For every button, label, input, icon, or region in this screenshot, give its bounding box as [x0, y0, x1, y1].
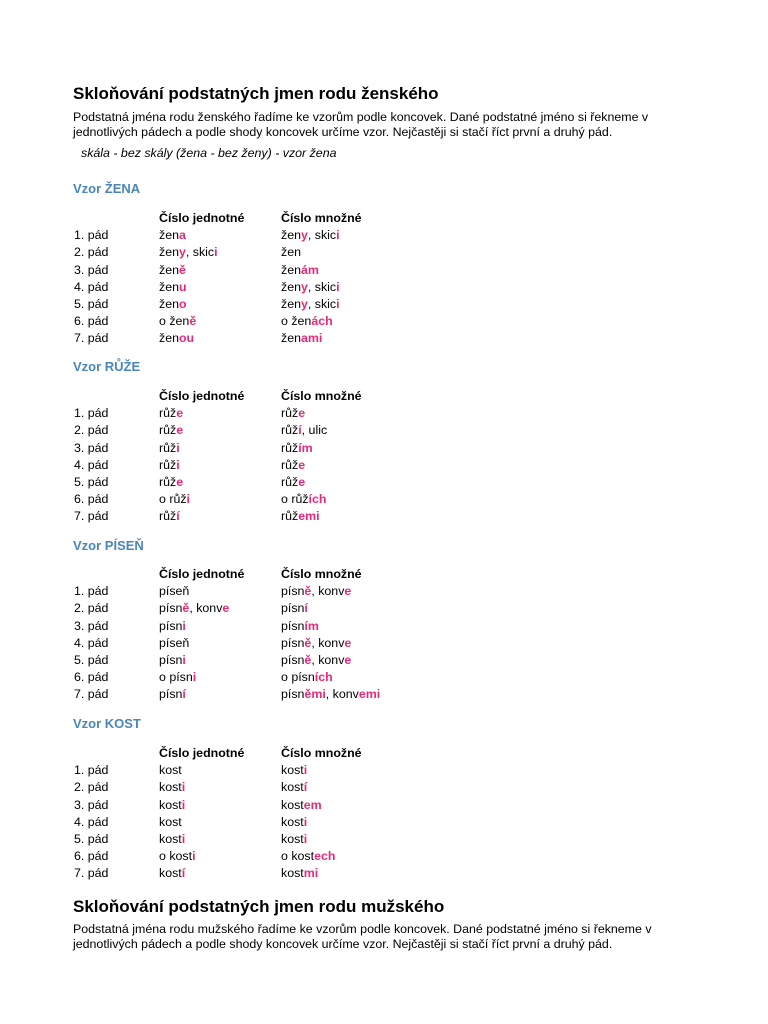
table-row [74, 296, 474, 313]
stem: žen [159, 331, 179, 346]
declension-table-pisen [74, 566, 474, 704]
stem: písn [281, 601, 305, 616]
singular-form [159, 508, 180, 525]
singular-form [159, 405, 183, 422]
stem: o žen [281, 314, 312, 329]
header-singular: Číslo jednotné [159, 746, 245, 760]
ending: ami [300, 331, 323, 346]
table-row [74, 474, 474, 491]
plural-form [281, 422, 327, 439]
singular-form [159, 669, 196, 686]
plural-form [281, 244, 301, 261]
case-label: 2. pád [74, 245, 109, 260]
singular-form [159, 330, 194, 347]
plural-form [281, 686, 380, 703]
table-header [74, 210, 474, 227]
case-label: 3. pád [74, 440, 109, 455]
plural-form [281, 262, 319, 279]
case-label: 6. pád [74, 492, 109, 507]
ending: i [186, 492, 190, 507]
stem: kost [159, 780, 182, 795]
ending: e [298, 457, 306, 472]
stem: růž [281, 509, 299, 524]
pattern-heading-kost: Vzor KOST [73, 716, 141, 731]
stem: kost [281, 780, 304, 795]
stem: žen [281, 262, 301, 277]
table-row [74, 762, 474, 779]
plural-form [281, 279, 340, 296]
table-row [74, 244, 474, 261]
plural-form [281, 865, 318, 882]
stem: růž [159, 474, 177, 489]
section-title-masculine: Skloňování podstatných jmen rodu mužského [73, 897, 445, 916]
stem: kost [159, 831, 182, 846]
table-row [74, 227, 474, 244]
intro-paragraph-feminine: Podstatná jména rodu ženského řadíme ke vzorům podle koncovek. Dané podstatné jméno si řekneme v jednotlivých pádech a podle shody koncovek určíme vzor. Nejčastěji si stačí říct první a druhý pád. [73, 110, 649, 139]
singular-form [159, 440, 180, 457]
ending: y [300, 296, 308, 311]
singular-form [159, 279, 187, 296]
ending: mi [303, 866, 319, 881]
stem: písn [281, 635, 305, 650]
ending: í [181, 866, 186, 881]
plural-form [281, 296, 340, 313]
stem: žen [159, 296, 179, 311]
stem: písn [159, 652, 183, 667]
stem: , skic [307, 296, 337, 311]
ending: i [192, 670, 197, 685]
case-label: 4. pád [74, 279, 109, 294]
stem: , skic [307, 228, 337, 243]
table-row [74, 865, 474, 882]
table-row [74, 779, 474, 796]
ending: i [182, 618, 186, 633]
stem: kost [281, 814, 304, 829]
ending: í [298, 423, 302, 438]
case-label: 6. pád [74, 314, 109, 329]
table-row [74, 831, 474, 848]
ending: i [303, 814, 308, 829]
ending: ě [304, 652, 312, 667]
plural-form [281, 635, 351, 652]
plural-form [281, 779, 307, 796]
plural-form [281, 474, 305, 491]
ending: ách [311, 314, 333, 329]
plural-form [281, 405, 305, 422]
singular-form [159, 227, 186, 244]
table-header [74, 566, 474, 583]
table-row [74, 797, 474, 814]
stem: žen [159, 245, 179, 260]
pattern-heading-pisen: Vzor PÍSEŇ [73, 538, 144, 553]
plural-form [281, 762, 307, 779]
case-label: 1. pád [74, 406, 109, 421]
stem: růž [159, 457, 177, 472]
stem: o kost [281, 849, 315, 864]
stem: růž [281, 440, 299, 455]
header-plural: Číslo množné [281, 746, 362, 760]
ending: ě [182, 601, 190, 616]
ending: y [300, 279, 308, 294]
ending: i [336, 228, 340, 243]
stem: žen [281, 228, 301, 243]
ending: i [303, 831, 308, 846]
stem: žen [281, 279, 301, 294]
ending: í [176, 509, 180, 524]
stem: kost [281, 831, 304, 846]
singular-form [159, 296, 187, 313]
stem: písn [159, 687, 183, 702]
singular-form [159, 422, 183, 439]
singular-form [159, 831, 185, 848]
case-label: 4. pád [74, 457, 109, 472]
case-label: 1. pád [74, 763, 109, 778]
table-row [74, 814, 474, 831]
table-row [74, 440, 474, 457]
singular-form [159, 313, 196, 330]
ending: i [214, 245, 218, 260]
plural-form [281, 814, 307, 831]
plural-form [281, 313, 333, 330]
table-header [74, 388, 474, 405]
plural-form [281, 440, 313, 457]
stem: o kost [159, 849, 193, 864]
declension-table-ruze [74, 388, 474, 526]
ending: i [303, 763, 308, 778]
ending: e [344, 584, 352, 599]
singular-form [159, 457, 180, 474]
stem: kost [281, 797, 304, 812]
stem: žen [281, 296, 301, 311]
case-label: 6. pád [74, 849, 109, 864]
singular-form [159, 848, 196, 865]
ending: i [182, 652, 186, 667]
ending: u [178, 279, 187, 294]
stem: o písn [281, 670, 315, 685]
singular-form [159, 600, 229, 617]
table-row [74, 669, 474, 686]
stem: píseň [159, 584, 190, 599]
ending: ech [314, 849, 336, 864]
ending: i [181, 780, 186, 795]
ending: em [303, 797, 322, 812]
case-label: 5. pád [74, 474, 109, 489]
case-label: 1. pád [74, 228, 109, 243]
singular-form [159, 652, 186, 669]
header-singular: Číslo jednotné [159, 567, 245, 581]
plural-form [281, 618, 319, 635]
case-label: 4. pád [74, 814, 109, 829]
stem: kost [159, 797, 182, 812]
plural-form [281, 457, 305, 474]
singular-form [159, 491, 190, 508]
case-label: 2. pád [74, 423, 109, 438]
table-row [74, 686, 474, 703]
ending: i [181, 797, 186, 812]
singular-form [159, 797, 185, 814]
singular-form [159, 244, 218, 261]
singular-form [159, 635, 189, 652]
plural-form [281, 491, 326, 508]
case-label: 1. pád [74, 584, 109, 599]
plural-form [281, 600, 308, 617]
stem: , ulic [301, 423, 328, 438]
stem: písn [159, 618, 183, 633]
stem: růž [281, 423, 299, 438]
plural-form [281, 330, 322, 347]
ending: e [344, 635, 352, 650]
stem: kost [281, 763, 304, 778]
stem: žen [281, 245, 301, 260]
plural-form [281, 797, 322, 814]
case-label: 5. pád [74, 296, 109, 311]
plural-form [281, 669, 333, 686]
plural-form [281, 508, 320, 525]
case-label: 5. pád [74, 652, 109, 667]
ending: e [222, 601, 230, 616]
header-singular: Číslo jednotné [159, 389, 245, 403]
case-label: 4. pád [74, 635, 109, 650]
table-row [74, 600, 474, 617]
stem: kost [159, 866, 182, 881]
header-plural: Číslo množné [281, 567, 362, 581]
table-row [74, 422, 474, 439]
ending: o [178, 296, 187, 311]
singular-form [159, 762, 182, 779]
ending: ích [314, 670, 333, 685]
example-sentence: skála - bez skály (žena - bez ženy) - vzor žena [81, 146, 337, 160]
table-row [74, 313, 474, 330]
stem: písn [281, 618, 305, 633]
table-row [74, 405, 474, 422]
ending: e [176, 423, 184, 438]
stem: písn [159, 601, 183, 616]
ending: ě [189, 314, 197, 329]
singular-form [159, 618, 186, 635]
table-row [74, 508, 474, 525]
table-row [74, 583, 474, 600]
stem: růž [159, 509, 177, 524]
section-title-feminine: Skloňování podstatných jmen rodu ženského [73, 84, 439, 103]
ending: e [176, 474, 184, 489]
singular-form [159, 686, 186, 703]
ending: i [176, 457, 180, 472]
table-row [74, 262, 474, 279]
stem: , konv [311, 635, 345, 650]
header-plural: Číslo množné [281, 389, 362, 403]
ending: ě [304, 635, 312, 650]
ending: ám [300, 262, 319, 277]
ending: i [176, 440, 180, 455]
ending: ím [304, 618, 319, 633]
stem: růž [281, 457, 299, 472]
singular-form [159, 474, 183, 491]
stem: žen [159, 228, 179, 243]
pattern-heading-ruze: Vzor RŮŽE [73, 359, 141, 374]
stem: kost [159, 763, 182, 778]
table-row [74, 491, 474, 508]
case-label: 3. pád [74, 797, 109, 812]
stem: růž [281, 474, 299, 489]
ending: i [336, 296, 340, 311]
ending: i [336, 279, 340, 294]
singular-form [159, 814, 182, 831]
table-row [74, 457, 474, 474]
singular-form [159, 779, 185, 796]
stem: , konv [325, 687, 359, 702]
case-label: 6. pád [74, 670, 109, 685]
stem: kost [159, 814, 182, 829]
ending: y [178, 245, 186, 260]
stem: růž [281, 406, 299, 421]
table-row [74, 652, 474, 669]
ending: e [298, 474, 306, 489]
ending: í [303, 780, 308, 795]
case-label: 7. pád [74, 331, 109, 346]
stem: písn [281, 652, 305, 667]
ending: e [344, 652, 352, 667]
stem: písn [281, 687, 305, 702]
plural-form [281, 652, 351, 669]
stem: růž [159, 423, 177, 438]
plural-form [281, 227, 340, 244]
plural-form [281, 583, 351, 600]
ending: y [300, 228, 308, 243]
stem: , konv [311, 652, 345, 667]
plural-form [281, 848, 335, 865]
intro-paragraph-masculine: Podstatná jména rodu mužského řadíme ke vzorům podle koncovek. Dané podstatné jméno si řekneme v jednotlivých pádech a podle shody koncovek určíme vzor. Nejčastěji si stačí říct první a druhý pád. [73, 922, 652, 951]
table-header [74, 745, 474, 762]
ending: í [304, 601, 308, 616]
stem: růž [159, 406, 177, 421]
table-row [74, 330, 474, 347]
ending: ou [178, 331, 195, 346]
stem: , skic [185, 245, 215, 260]
case-label: 3. pád [74, 262, 109, 277]
declension-table-zena [74, 210, 474, 348]
table-row [74, 848, 474, 865]
stem: , konv [189, 601, 223, 616]
stem: žen [159, 279, 179, 294]
ending: ím [298, 440, 313, 455]
ending: ě [304, 584, 312, 599]
ending: e [176, 406, 184, 421]
stem: píseň [159, 635, 190, 650]
stem: o růž [159, 492, 187, 507]
table-row [74, 635, 474, 652]
stem: , konv [311, 584, 345, 599]
singular-form [159, 583, 189, 600]
stem: o růž [281, 492, 309, 507]
ending: emi [358, 687, 381, 702]
stem: písn [281, 584, 305, 599]
case-label: 5. pád [74, 831, 109, 846]
case-label: 7. pád [74, 509, 109, 524]
stem: kost [281, 866, 304, 881]
ending: ích [308, 492, 327, 507]
ending: a [178, 228, 186, 243]
case-label: 7. pád [74, 687, 109, 702]
stem: růž [159, 440, 177, 455]
singular-form [159, 262, 186, 279]
stem: o žen [159, 314, 190, 329]
ending: i [192, 849, 196, 864]
stem: o písn [159, 670, 193, 685]
case-label: 2. pád [74, 780, 109, 795]
stem: , skic [307, 279, 337, 294]
case-label: 3. pád [74, 618, 109, 633]
ending: í [182, 687, 186, 702]
header-singular: Číslo jednotné [159, 211, 245, 225]
stem: žen [159, 262, 179, 277]
table-row [74, 618, 474, 635]
ending: e [298, 406, 306, 421]
header-plural: Číslo množné [281, 211, 362, 225]
plural-form [281, 831, 307, 848]
singular-form [159, 865, 185, 882]
ending: i [181, 831, 186, 846]
case-label: 2. pád [74, 601, 109, 616]
ending: ě [178, 262, 186, 277]
table-row [74, 279, 474, 296]
ending: ěmi [304, 687, 326, 702]
case-label: 7. pád [74, 866, 109, 881]
stem: žen [281, 331, 301, 346]
ending: emi [298, 509, 320, 524]
declension-table-kost [74, 745, 474, 883]
pattern-heading-zena: Vzor ŽENA [73, 181, 141, 196]
